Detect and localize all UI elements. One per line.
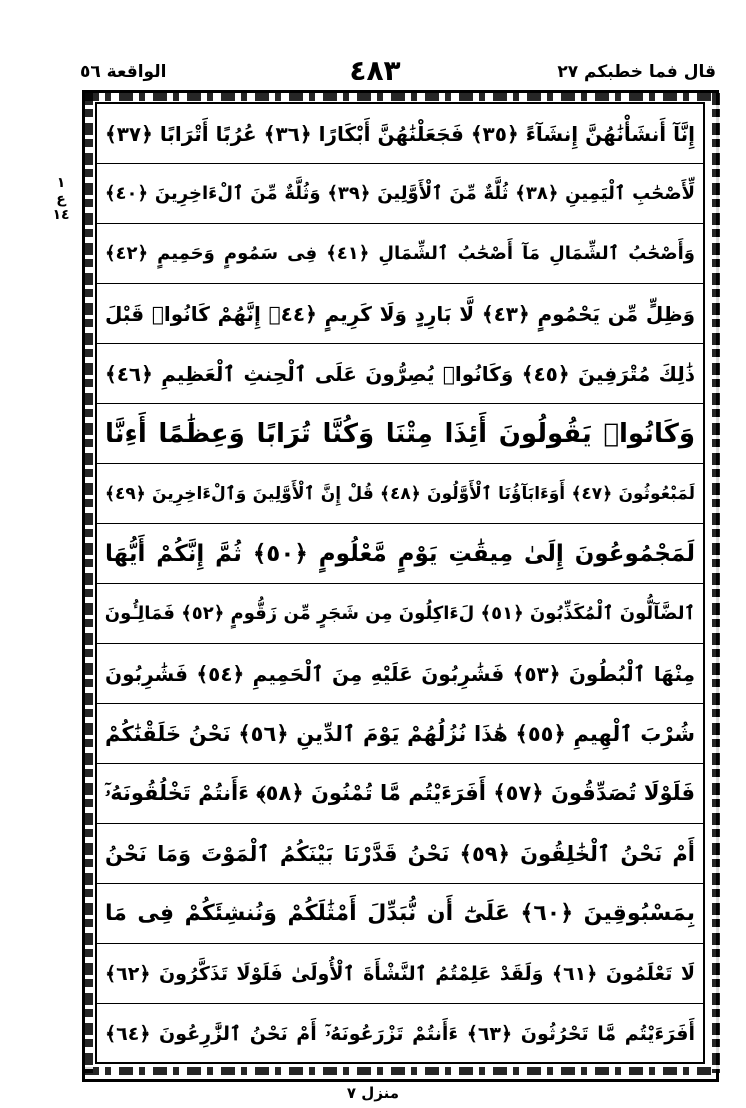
border-ornament-bottom	[85, 1067, 716, 1075]
border-ornament-right	[712, 93, 720, 1073]
text-line	[97, 224, 703, 284]
line-text: لَا تَعْلَمُونَ ﴿٦١﴾ وَلَقَدْ عَلِمْتُمُ ٱلنَّشْأَةَ ٱلْأُولَىٰ فَلَوْلَا تَذَكَّرُونَ ﴿٦٢﴾	[105, 962, 695, 985]
border-ornament-left	[85, 93, 93, 1073]
line-text: وَأَصْحَٰبُ ٱلشِّمَالِ مَآ أَصْحَٰبُ ٱلشِّمَالِ ﴿٤١﴾ فِى سَمُومٍ وَحَمِيمٍ ﴿٤٢﴾	[105, 243, 695, 264]
quran-text-block	[95, 102, 705, 1064]
text-line	[97, 704, 703, 764]
line-text: بِمَسْبُوقِينَ ﴿٦٠﴾ عَلَىٰٓ أَن نُّبَدِّلَ أَمْثَٰلَكُمْ وَنُنشِئَكُمْ فِى مَا	[105, 901, 696, 926]
manzil-label: منزل ٧	[346, 1084, 400, 1102]
page-number: ٤٨٣	[349, 54, 401, 87]
line-text: شُرْبَ ٱلْهِيمِ ﴿٥٥﴾ هَٰذَا نُزُلُهُمْ يَوْمَ ٱلدِّينِ ﴿٥٦﴾ نَحْنُ خَلَقْنَٰكُمْ	[105, 721, 696, 746]
line-text: مِنْهَا ٱلْبُطُونَ ﴿٥٣﴾ فَشَٰرِبُونَ عَلَيْهِ مِنَ ٱلْحَمِيمِ ﴿٥٤﴾ فَشَٰرِبُونَ	[105, 661, 695, 686]
ruku-marker-top: ١	[56, 175, 66, 191]
text-line	[97, 284, 703, 344]
line-text: ٱلضَّآلُّونَ ٱلْمُكَذِّبُونَ ﴿٥١﴾ لَءَاكِلُونَ مِن شَجَرٍ مِّن زَقُّومٍ ﴿٥٢﴾ فَمَالِـُٔونَ	[104, 603, 695, 624]
line-text: أَفَرَءَيْتُم مَّا تَحْرُثُونَ ﴿٦٣﴾ ءَأَنتُمْ تَزْرَعُونَهُۥٓ أَمْ نَحْنُ ٱلزَّٰرِعُونَ ﴿٦٤﴾	[105, 1023, 696, 1045]
text-line	[97, 644, 703, 704]
text-line	[97, 344, 703, 404]
ruku-marker-ain: ع	[56, 191, 66, 207]
border-ornament-top	[85, 93, 716, 101]
line-text: وَظِلٍّ مِّن يَحْمُومٍ ﴿٤٣﴾ لَّا بَارِدٍ وَلَا كَرِيمٍ ﴿٤٤﴾ إِنَّهُمْ كَانُوا۟ قَبْلَ	[105, 301, 696, 326]
line-text: إِنَّآ أَنشَأْنَٰهُنَّ إِنشَآءً ﴿٣٥﴾ فَجَعَلْنَٰهُنَّ أَبْكَارًا ﴿٣٦﴾ عُرُبًا أَتْرَابًا ﴿٣٧﴾	[105, 121, 695, 146]
text-line	[97, 404, 703, 464]
ruku-marker	[46, 175, 76, 223]
text-line	[97, 884, 703, 944]
text-line	[97, 104, 703, 164]
surah-name: الواقعة ٥٦	[80, 62, 167, 82]
line-text: لِّأَصْحَٰبِ ٱلْيَمِينِ ﴿٣٨﴾ ثُلَّةٌ مِّنَ ٱلْأَوَّلِينَ ﴿٣٩﴾ وَثُلَّةٌ مِّنَ ٱلْءَاخِرِينَ ﴿٤٠﴾	[105, 183, 696, 204]
text-line	[97, 824, 703, 884]
text-line	[97, 584, 703, 644]
line-text: لَمَجْمُوعُونَ إِلَىٰ مِيقَٰتِ يَوْمٍ مَّعْلُومٍ ﴿٥٠﴾ ثُمَّ إِنَّكُمْ أَيُّهَا	[105, 540, 695, 567]
line-text: أَمْ نَحْنُ ٱلْخَٰلِقُونَ ﴿٥٩﴾ نَحْنُ قَدَّرْنَا بَيْنَكُمُ ٱلْمَوْتَ وَمَا نَحْنُ	[105, 841, 695, 866]
ruku-marker-bottom: ١٤	[52, 207, 70, 223]
text-line	[97, 464, 703, 524]
juz-name: قال فما خطبكم ٢٧	[557, 62, 716, 82]
line-text: وَكَانُوا۟ يَقُولُونَ أَئِذَا مِتْنَا وَكُنَّا تُرَابًا وَعِظَٰمًا أَءِنَّا	[105, 418, 695, 449]
line-text: فَلَوْلَا تُصَدِّقُونَ ﴿٥٧﴾ أَفَرَءَيْتُم مَّا تُمْنُونَ ﴿٥٨﴾ ءَأَنتُمْ تَخْلُقُونَهُۥٓ	[105, 781, 695, 805]
text-line	[97, 164, 703, 224]
text-line	[97, 1004, 703, 1064]
page-header	[0, 54, 746, 88]
line-text: لَمَبْعُوثُونَ ﴿٤٧﴾ أَوَءَابَآؤُنَا ٱلْأَوَّلُونَ ﴿٤٨﴾ قُلْ إِنَّ ٱلْأَوَّلِينَ وَٱلْءَاخِرِينَ ﴿٤٩﴾	[105, 484, 695, 504]
text-line	[97, 524, 703, 584]
text-line	[97, 764, 703, 824]
line-text: ذَٰلِكَ مُتْرَفِينَ ﴿٤٥﴾ وَكَانُوا۟ يُصِرُّونَ عَلَى ٱلْحِنثِ ٱلْعَظِيمِ ﴿٤٦﴾	[105, 361, 695, 386]
text-line	[97, 944, 703, 1004]
